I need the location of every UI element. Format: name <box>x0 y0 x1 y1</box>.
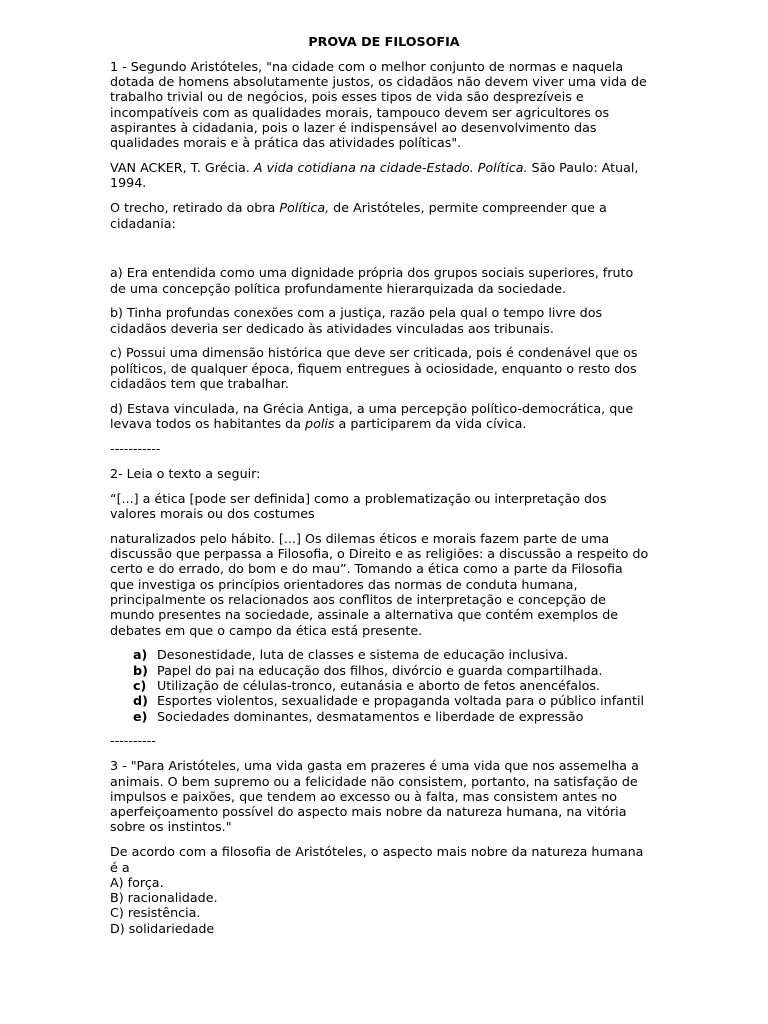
question-3-quote <box>110 758 768 834</box>
quote-line: “[...] a ética [pode ser definida] como a problematização ou interpretação dos <box>110 490 607 506</box>
prompt-line: De acordo com a filosofia de Aristóteles, o aspecto mais nobre da natureza humana <box>110 844 644 860</box>
quote-line: sobre os instintos." <box>110 819 232 835</box>
statement-line: principalmente os relacionados aos conflitos de interpretação e concepção de <box>110 591 606 607</box>
option-text: Papel do pai na educação dos filhos, divórcio e guarda compartilhada. <box>157 662 603 678</box>
option-label: b) <box>133 662 148 678</box>
reference-year: 1994. <box>110 175 147 191</box>
statement-line: debates em que o campo da ética está presente. <box>110 622 423 638</box>
option-label: a) <box>133 647 148 663</box>
blank-line <box>110 240 768 255</box>
option-line: cidadãos tem que trabalhar. <box>110 376 289 392</box>
prompt-text-before: O trecho, retirado da obra <box>110 200 280 216</box>
option-text-before: levava todos os habitantes da <box>110 416 306 432</box>
statement-line: 1 - Segundo Aristóteles, "na cidade com o melhor conjunto de normas e naquela <box>110 58 624 74</box>
option-text-after: a participarem da vida cívica. <box>334 416 527 432</box>
question-2-intro: 2- Leia o texto a seguir: <box>110 465 261 481</box>
option-label: c) <box>133 678 147 693</box>
option-text: Utilização de células-tronco, eutanásia e aborto de fetos anencéfalos. <box>157 678 600 693</box>
prompt-line: cidadania: <box>110 215 176 231</box>
option-text: Desonestidade, luta de classes e sistema de educação inclusiva. <box>157 647 569 663</box>
option-line: políticos, de qualquer época, fiquem entregues à ociosidade, enquanto o resto dos <box>110 360 637 376</box>
reference-line <box>110 160 768 175</box>
question-1-option-a <box>110 265 768 296</box>
option-label: e) <box>133 708 148 724</box>
question-2 <box>110 466 768 724</box>
option-line: c) Possui uma dimensão histórica que deve ser criticada, pois é condenável que os <box>110 345 638 361</box>
option-line: b) Tinha profundas conexões com a justiça, razão pela qual o tempo livre dos <box>110 305 603 321</box>
question-2-quote <box>110 491 768 522</box>
question-2-statement <box>110 531 768 638</box>
option-d <box>133 693 768 708</box>
question-1-statement <box>110 59 768 151</box>
separator: ---------- <box>110 733 156 749</box>
question-1-option-d <box>110 401 768 432</box>
prompt-text-after: de Aristóteles, permite compreender que a <box>329 200 607 216</box>
option-line: cidadãos deveria ser dedicado às atividades vinculadas aos tribunais. <box>110 320 554 336</box>
option-d: D) solidariedade <box>110 920 215 936</box>
separator: ----------- <box>110 441 161 457</box>
reference-author: VAN ACKER, T. Grécia. <box>110 160 254 176</box>
question-1-option-b <box>110 305 768 336</box>
statement-line: discussão que perpassa a Filosofia, o Direito e as religiões: a discussão a respeito do <box>110 546 649 562</box>
quote-line: valores morais ou dos costumes <box>110 505 315 521</box>
prompt-work-title: Política, <box>279 200 330 216</box>
prompt-line <box>110 200 768 215</box>
question-3 <box>110 758 768 936</box>
statement-line: mundo presentes na sociedade, assinale a alternativa que contém exemplos de <box>110 607 619 623</box>
option-line: d) Estava vinculada, na Grécia Antiga, a uma percepção político-democrática, que <box>110 400 634 416</box>
reference-work-title: A vida cotidiana na cidade-Estado. Política. <box>253 160 528 176</box>
option-b: B) racionalidade. <box>110 890 218 906</box>
reference-publisher: São Paulo: Atual, <box>527 160 639 176</box>
question-1 <box>110 59 768 432</box>
statement-line: dotada de homens absolutamente justos, os cidadãos não devem viver uma vida de <box>110 74 647 90</box>
option-line <box>110 416 768 431</box>
quote-line: 3 - "Para Aristóteles, uma vida gasta em prazeres é uma vida que nos assemelha a <box>110 758 639 774</box>
prompt-line: é a <box>110 859 130 875</box>
quote-line: animais. O bem supremo ou a felicidade não consistem, portanto, na satisfação de <box>110 773 638 789</box>
option-a <box>133 647 768 662</box>
option-line: a) Era entendida como uma dignidade própria dos grupos sociais superiores, fruto <box>110 265 634 281</box>
statement-line: aspirantes à cidadania, pois o lazer é indispensável ao desenvolvimento das <box>110 120 597 136</box>
option-c <box>133 678 768 693</box>
question-2-options <box>110 647 768 723</box>
statement-line: certo e do errado, do bom e do mau”. Tomando a ética como a parte da Filosofia <box>110 561 623 577</box>
option-text: Esportes violentos, sexualidade e propaganda voltada para o público infantil <box>157 693 645 709</box>
option-a: A) força. <box>110 874 164 890</box>
option-c: C) resistência. <box>110 905 201 921</box>
statement-line: qualidades morais e à prática das atividades políticas". <box>110 135 462 151</box>
option-b <box>133 663 768 678</box>
quote-line: aperfeiçoamento possível do aspecto mais nobre da natureza humana, na vitória <box>110 804 627 820</box>
option-label: d) <box>133 693 148 709</box>
option-text: Sociedades dominantes, desmatamentos e liberdade de expressão <box>157 708 584 724</box>
option-italic-term: polis <box>305 416 335 432</box>
question-1-prompt <box>110 200 768 231</box>
question-3-prompt-and-options <box>110 844 768 936</box>
question-1-reference <box>110 160 768 191</box>
statement-line: incompatíveis com as qualidades morais, tampouco devem ser agricultores os <box>110 104 610 120</box>
option-line: de uma concepção política profundamente hierarquizada da sociedade. <box>110 280 567 296</box>
statement-line: que investiga os princípios orientadores das normas de conduta humana, <box>110 576 578 592</box>
document-title: PROVA DE FILOSOFIA <box>308 34 460 49</box>
quote-line: impulsos e paixões, que tendem ao excesso ou à falta, mas consistem antes no <box>110 788 618 804</box>
question-1-option-c <box>110 345 768 391</box>
option-e <box>133 709 768 724</box>
statement-line: trabalho trivial ou de negócios, pois esses tipos de vida são desprezíveis e <box>110 89 584 105</box>
statement-line: naturalizados pelo hábito. [...] Os dilemas éticos e morais fazem parte de uma <box>110 530 610 546</box>
